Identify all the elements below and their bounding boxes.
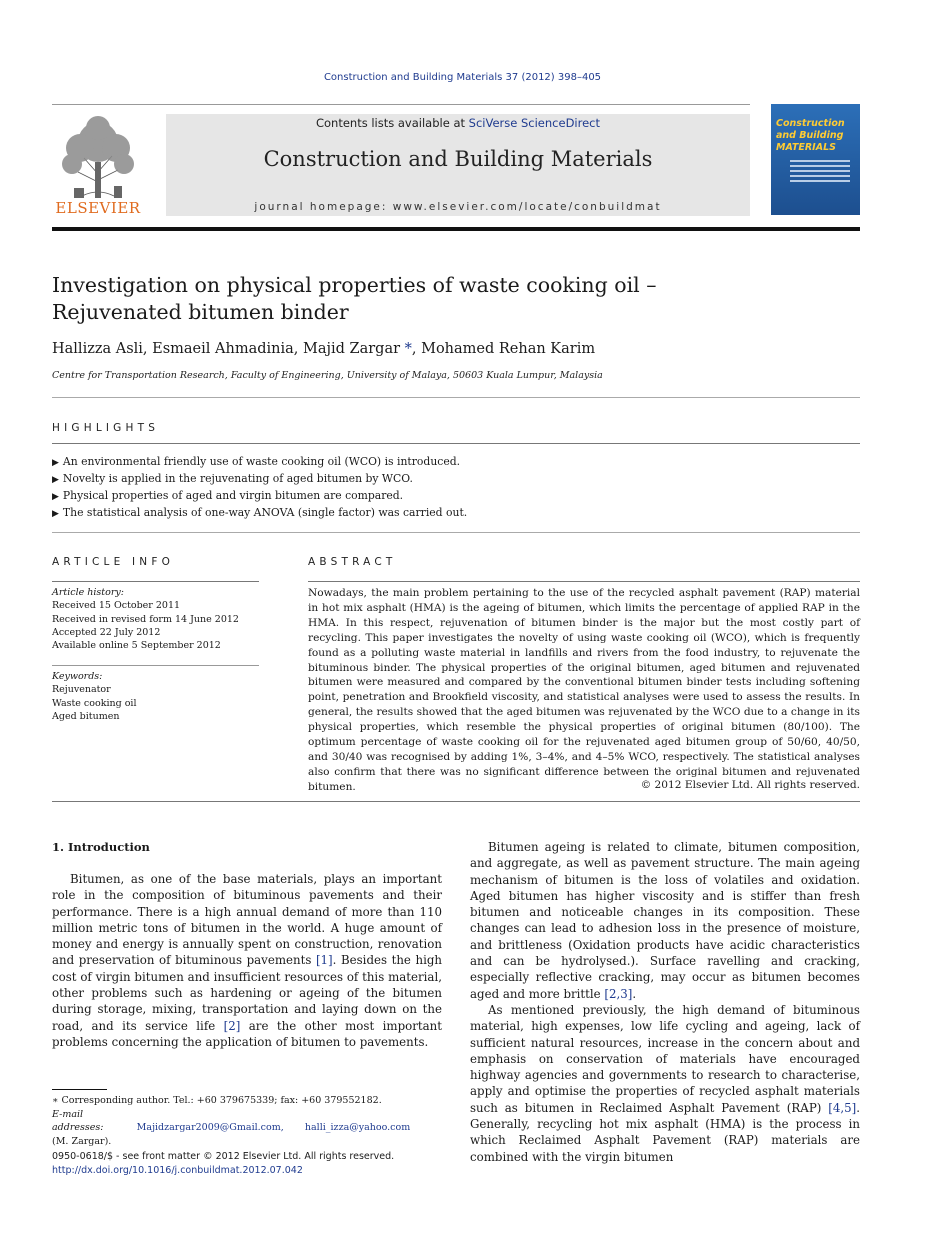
header-rule xyxy=(52,104,750,105)
contents-line xyxy=(166,116,750,130)
divider xyxy=(52,801,860,802)
text-run: . xyxy=(632,986,637,1001)
sciencedirect-link[interactable]: SciVerse ScienceDirect xyxy=(468,116,601,130)
keyword: Waste cooking oil xyxy=(52,697,137,709)
corresponding-author-marker[interactable]: * xyxy=(400,341,412,357)
bullet-triangle-icon: ▶ xyxy=(52,475,59,485)
journal-citation[interactable]: Construction and Building Materials 37 (2012) 398–405 xyxy=(323,72,602,83)
journal-homepage[interactable]: journal homepage: www.elsevier.com/locate/conbuildmat xyxy=(254,201,662,213)
doi-link[interactable]: http://dx.doi.org/10.1016/j.conbuildmat.2012.07.042 xyxy=(52,1164,303,1176)
citation-link[interactable]: [4,5] xyxy=(828,1100,857,1115)
citation-link[interactable]: [1] xyxy=(315,953,333,968)
email-owner: (M. Zargar). xyxy=(52,1135,112,1147)
email-label: E-mail addresses: xyxy=(52,1108,104,1133)
abstract-text: Nowadays, the main problem pertaining to the use of the recycled asphalt pavement (RAP) material in hot mix asphalt (HMA) is the ageing of bitumen, which limits the percentage of applied RAP in the HMA. In this respect, rejuvenation of bitumen binder is the major but the most costly part of recycling. This paper investigates the novelty of using waste cooking oil (WCO), which is frequently found as a polluting waste material in landfills and rivers from the food industry, to rejuvenate the bituminous binder. The physical properties of the original bitumen, aged bitumen and rejuvenated bitumen were measured and compared by the conventional bitumen binder tests including softening point, penetration and Brookfield viscosity, and statistical analyses were used to assess the results. In general, the results showed that the aged bitumen was rejuvenated by the WCO due to a change in its physical properties, which resemble the physical properties of original bitumen (80/100). The optimum percentage of waste cooking oil for the rejuvenated aged bitumen group of 50/60, 40/50, and 30/40 was recognised by adding 1%, 3–4%, and 4–5% WCO, respectively. The statistical analyses also confirm that there was no significant difference between the original bitumen and rejuvenated bitumen. xyxy=(308,587,860,793)
corresponding-author-note: ∗ Corresponding author. Tel.: +60 379675339; fax: +60 379552182. xyxy=(52,1095,382,1106)
bullet-triangle-icon: ▶ xyxy=(52,492,59,502)
divider xyxy=(52,581,259,582)
section-heading: 1. Introduction xyxy=(52,840,150,854)
highlight-item xyxy=(52,488,860,505)
bullet-triangle-icon: ▶ xyxy=(52,458,59,468)
highlight-text: Novelty is applied in the rejuvenating of aged bitumen by WCO. xyxy=(62,472,413,485)
highlight-text: The statistical analysis of one-way ANOVA (single factor) was carried out. xyxy=(62,506,468,519)
text-run: As mentioned previously, the high demand of bituminous material, high expenses, low life cycling and ageing, lack of sufficient natural resources, increase in the concern about and emphasis on conservation of materials have encouraged highway agencies and governments to research to characterise, apply and optimise the properties of recycled asphalt materials such as bitumen in Reclaimed Asphalt Pavement (RAP) xyxy=(470,1002,860,1115)
authors-part2: , Mohamed Rehan Karim xyxy=(411,341,596,357)
highlight-item xyxy=(52,454,860,471)
cover-title: Construction and Building MATERIALS xyxy=(776,118,845,153)
article-history-label: Article history: xyxy=(52,587,124,598)
highlight-text: An environmental friendly use of waste cooking oil (WCO) is introduced. xyxy=(62,455,461,468)
divider xyxy=(308,581,860,582)
article-info-heading: ARTICLE INFO xyxy=(52,556,175,568)
divider xyxy=(52,665,259,666)
history-revised: Received in revised form 14 June 2012 xyxy=(52,613,239,625)
divider xyxy=(52,397,860,398)
text-run: Bitumen, as one of the base materials, plays an important role in the composition of bituminous pavements and their performance. There is a high annual demand of more than 110 million metric tons of bitumen in the world. A huge amount of money and energy is annually spent on construction, renovation and preservation of bituminous pavements xyxy=(52,872,442,968)
publisher-name: ELSEVIER xyxy=(55,199,141,217)
history-accepted: Accepted 22 July 2012 xyxy=(52,626,161,638)
body-column-left xyxy=(52,871,442,1050)
text-run: . Besides the high cost of virgin bitumen and insufficient resources of this material, other problems such as hardening or ageing of the bitumen during storage, mixing, transportation and laying down on the road, and its service life xyxy=(52,953,442,1033)
bullet-triangle-icon: ▶ xyxy=(52,509,59,519)
abstract-copyright: © 2012 Elsevier Ltd. All rights reserved. xyxy=(640,779,860,791)
article-title: Investigation on physical properties of waste cooking oil – Rejuvenated bitumen binder xyxy=(52,273,657,324)
history-online: Available online 5 September 2012 xyxy=(52,640,221,652)
highlights-heading: HIGHLIGHTS xyxy=(52,422,160,434)
article-history xyxy=(52,586,262,652)
keywords-label: Keywords: xyxy=(52,671,103,682)
text-run: Bitumen ageing is related to climate, bitumen composition, and aggregate, as well as pavement structure. The main ageing mechanism of bitumen is the loss of volatiles and oxidation. Aged bitumen has higher viscosity and is stiffer than fresh bitumen and noticeable changes in its composition. These changes can lead to adhesion loss in the presence of moisture, and brittleness (Oxidation products have acidic characteristics and can be hydrolysed.). Surface ravelling and cracking, especially reflective cracking, may occur as bitumen becomes aged and more brittle xyxy=(470,840,860,1001)
text-run: . Generally, recycling hot mix asphalt (HMA) is the process in which Reclaimed Asphalt Pavement (RAP) materials are combined with the virgin bitumen xyxy=(470,1100,860,1164)
contents-prefix: Contents lists available at xyxy=(315,116,469,130)
paragraph xyxy=(470,1002,860,1165)
paragraph xyxy=(52,871,442,1050)
affiliation: Centre for Transportation Research, Faculty of Engineering, University of Malaya, 50603 Kuala Lumpur, Malaysia xyxy=(52,370,603,381)
issn-line: 0950-0618/$ - see front matter © 2012 Elsevier Ltd. All rights reserved. xyxy=(52,1151,395,1162)
text-run: are the other most important problems concerning the application of bitumen to pavements. xyxy=(52,1018,442,1049)
page-footer xyxy=(52,1150,552,1177)
footnote xyxy=(52,1094,442,1148)
keyword: Aged bitumen xyxy=(52,710,120,722)
citation-link[interactable]: [2,3] xyxy=(604,986,633,1001)
journal-name: Construction and Building Materials xyxy=(263,147,653,171)
highlights-list xyxy=(52,454,860,522)
paragraph xyxy=(470,839,860,1002)
authors-part1: Hallizza Asli, Esmaeil Ahmadinia, Majid Zargar xyxy=(52,341,401,357)
body-column-right xyxy=(470,839,860,1165)
email-line xyxy=(52,1108,442,1135)
citation-link[interactable]: [2] xyxy=(223,1018,241,1033)
keywords xyxy=(52,670,262,723)
divider xyxy=(52,443,860,444)
keyword: Rejuvenator xyxy=(52,684,111,696)
footnote-rule xyxy=(52,1089,107,1090)
highlight-item xyxy=(52,505,860,522)
email-link[interactable]: Majidzargar2009@Gmail.com, xyxy=(136,1122,284,1133)
cover-text-lines xyxy=(790,160,850,196)
highlight-text: Physical properties of aged and virgin bitumen are compared. xyxy=(62,489,404,502)
abstract-heading: ABSTRACT xyxy=(308,556,397,568)
highlight-item xyxy=(52,471,860,488)
divider xyxy=(52,532,860,533)
history-received: Received 15 October 2011 xyxy=(52,600,181,612)
author-list xyxy=(52,341,852,357)
email-link[interactable]: halli_izza@yahoo.com xyxy=(304,1122,411,1133)
header-thick-rule xyxy=(52,227,860,231)
